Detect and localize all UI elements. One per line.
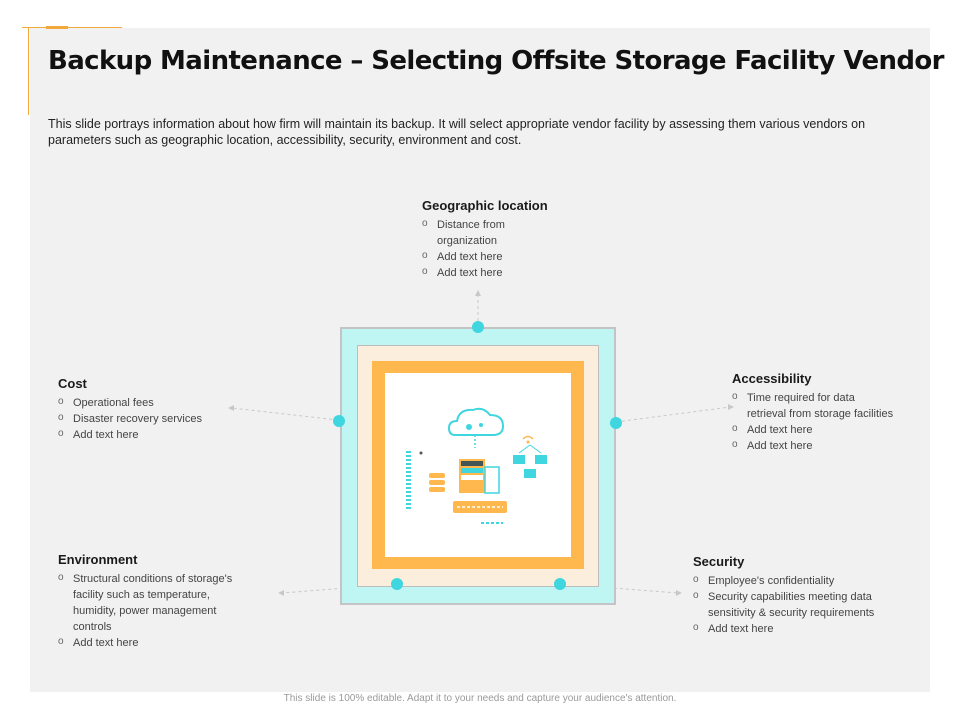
environment-heading: Environment [58, 552, 138, 567]
accessibility-heading: Accessibility [732, 371, 812, 386]
slide-description: This slide portrays information about how firm will maintain its backup. It will select appropriate vendor facility by assessing them various vendors on parameters such as geographic location, accessibility, security, environment and cost. [48, 117, 866, 147]
cost-block [58, 376, 238, 443]
security-item: o Employee's confidentiality [693, 573, 913, 589]
cost-heading: Cost [58, 376, 87, 391]
geographic-item: o Add text here [422, 265, 582, 281]
geographic-item: o Distance from [422, 217, 582, 233]
security-block [693, 554, 913, 637]
connector-dot-bottom-left [391, 578, 403, 590]
accessibility-item: retrieval from storage facilities [747, 408, 894, 420]
accessibility-item: o Add text here [732, 422, 932, 438]
accessibility-item: o Add text here [732, 438, 932, 454]
server-rack-icon [406, 451, 423, 509]
cloud-icon [449, 409, 503, 448]
footer-note: This slide is 100% editable. Adapt it to your needs and capture your audience's attention. [283, 693, 677, 704]
connector-dot-left [333, 415, 345, 427]
environment-item: o Add text here [58, 635, 258, 651]
cost-item: o Add text here [58, 427, 238, 443]
connector-dot-bottom-right [554, 578, 566, 590]
environment-item: o Structural conditions of storage's [58, 571, 258, 587]
connector-accessibility [616, 407, 730, 422]
security-item: o Security capabilities meeting data [693, 589, 913, 605]
shopping-baskets-icon [513, 437, 547, 479]
security-heading: Security [693, 554, 745, 569]
arrowhead-security [676, 590, 682, 596]
environment-item: facility such as temperature, [73, 589, 210, 601]
connector-dot-top [472, 321, 484, 333]
arrowhead-environment [278, 590, 284, 596]
accessibility-item: o Time required for data [732, 390, 932, 406]
security-item: o Add text here [693, 621, 913, 637]
geographic-location-block [422, 198, 582, 281]
geographic-item: o Add text here [422, 249, 582, 265]
page-title: Backup Maintenance – Selecting Offsite Storage Facility Vendor [48, 46, 944, 76]
database-icon [429, 473, 445, 492]
environment-item: humidity, power management [73, 605, 217, 617]
geographic-item: organization [437, 235, 497, 247]
computer-icon [453, 459, 507, 523]
cost-item: o Disaster recovery services [58, 411, 238, 427]
cloud-storage-illustration [385, 373, 571, 557]
cost-item: o Operational fees [58, 395, 238, 411]
geographic-location-heading: Geographic location [422, 198, 548, 213]
security-item: sensitivity & security requirements [708, 607, 875, 619]
arrowhead-geographic [475, 290, 481, 296]
connector-cost [232, 408, 338, 420]
environment-block [58, 552, 258, 651]
environment-item: controls [73, 621, 112, 633]
connector-dot-right [610, 417, 622, 429]
accessibility-block [732, 371, 932, 454]
